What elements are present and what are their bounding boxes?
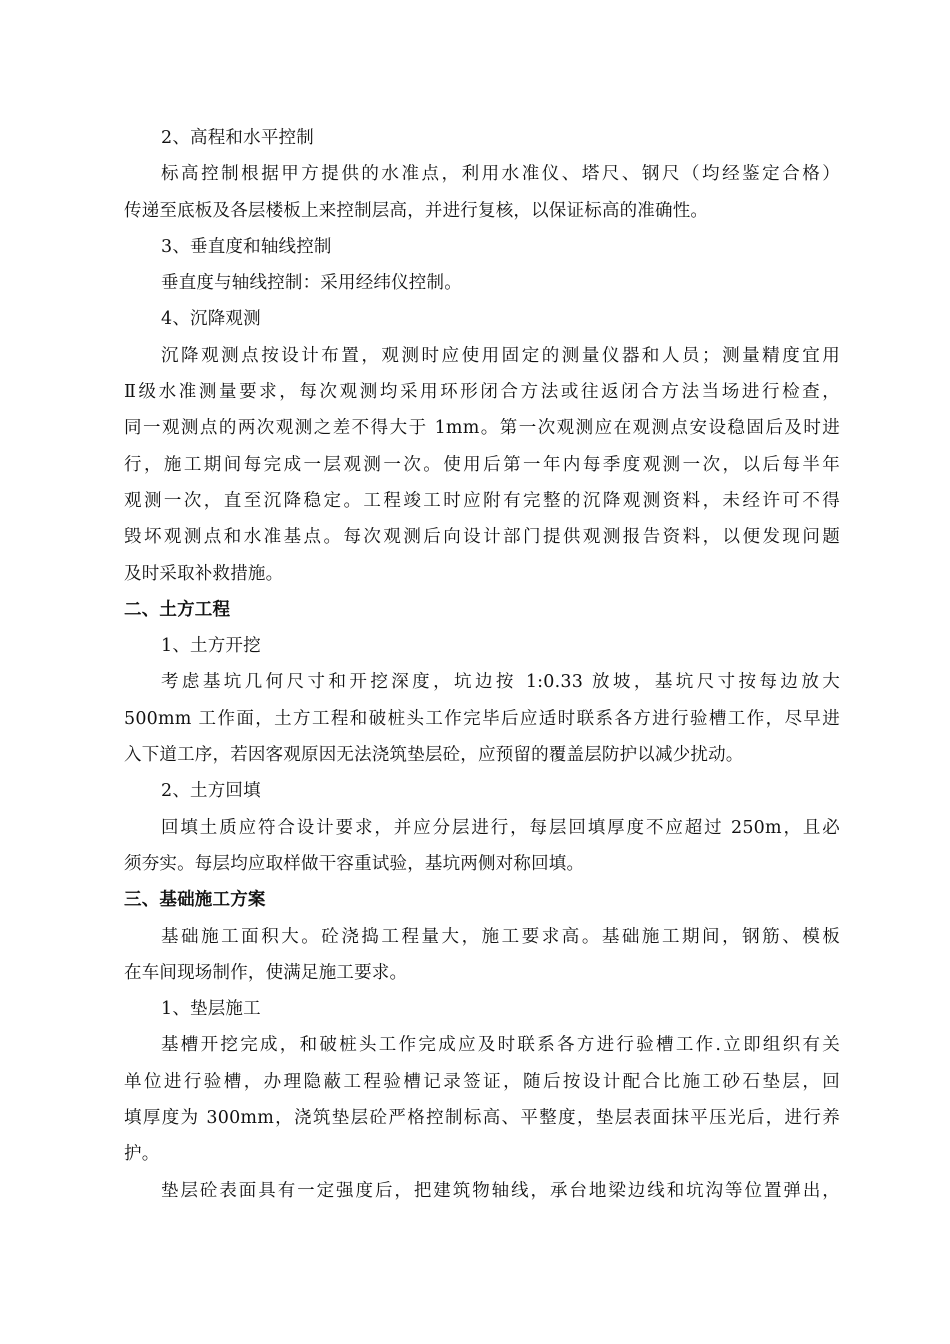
subheading-backfill: 2、土方回填	[161, 781, 261, 802]
paragraph-line: 沉降观测点按设计布置，观测时应使用固定的测量仪器和人员；测量精度宜用	[161, 345, 840, 366]
paragraph-line: 垂直度与轴线控制：采用经纬仪控制。	[161, 273, 462, 294]
paragraph-line: 入下道工序，若因客观原因无法浇筑垫层砼，应预留的覆盖层防护以减少扰动。	[124, 745, 744, 766]
paragraph-line: 回填土质应符合设计要求，并应分层进行，每层回填厚度不应超过 250m，且必	[161, 817, 840, 838]
section-heading-earthwork: 二、土方工程	[124, 599, 231, 620]
subheading-cushion-construction: 1、垫层施工	[161, 999, 261, 1020]
subheading-verticality-control: 3、垂直度和轴线控制	[161, 236, 332, 257]
paragraph-line: 考虑基坑几何尺寸和开挖深度，坑边按 1:0.33 放坡，基坑尺寸按每边放大	[161, 672, 840, 693]
paragraph-line: 行，施工期间每完成一层观测一次。使用后第一年内每季度观测一次，以后每半年	[124, 454, 840, 475]
section-heading-foundation: 三、基础施工方案	[124, 890, 266, 911]
paragraph-line: 垫层砼表面具有一定强度后，把建筑物轴线，承台地梁边线和坑沟等位置弹出，	[161, 1180, 840, 1201]
paragraph-line: 护。	[124, 1144, 160, 1165]
paragraph-line: 观测一次，直至沉降稳定。工程竣工时应附有完整的沉降观测资料，未经许可不得	[124, 490, 840, 511]
paragraph-line: 及时采取补救措施。	[124, 563, 284, 584]
paragraph-line: 填厚度为 300mm，浇筑垫层砼严格控制标高、平整度，垫层表面抹平压光后，进行养	[124, 1108, 840, 1129]
paragraph-line: Ⅱ级水准测量要求，每次观测均采用环形闭合方法或往返闭合方法当场进行检查，	[124, 382, 840, 403]
paragraph-line: 基础施工面积大。砼浇捣工程量大，施工要求高。基础施工期间，钢筋、模板	[161, 926, 840, 947]
paragraph-line: 同一观测点的两次观测之差不得大于 1mm。第一次观测应在观测点安设稳固后及时进	[124, 418, 840, 439]
subheading-excavation: 1、土方开挖	[161, 636, 261, 657]
paragraph-line: 单位进行验槽，办理隐蔽工程验槽记录签证，随后按设计配合比施工砂石垫层，回	[124, 1071, 840, 1092]
paragraph-line: 毁坏观测点和水准基点。每次观测后向设计部门提供观测报告资料，以便发现问题	[124, 527, 840, 548]
paragraph-line: 在车间现场制作，使满足施工要求。	[124, 962, 408, 983]
paragraph-line: 500mm 工作面，土方工程和破桩头工作完毕后应适时联系各方进行验槽工作，尽早进	[124, 708, 840, 729]
paragraph-line: 标高控制根据甲方提供的水准点，利用水准仪、塔尺、钢尺（均经鉴定合格）	[161, 164, 840, 185]
subheading-elevation-control: 2、高程和水平控制	[161, 128, 314, 148]
document-body	[124, 120, 840, 1209]
paragraph-line: 基槽开挖完成，和破桩头工作完成应及时联系各方进行验槽工作.立即组织有关	[161, 1035, 840, 1056]
subheading-settlement-observation: 4、沉降观测	[161, 309, 261, 330]
paragraph-line: 须夯实。每层均应取样做干容重试验，基坑两侧对称回填。	[124, 853, 585, 874]
paragraph-line: 传递至底板及各层楼板上来控制层高，并进行复核，以保证标高的准确性。	[124, 200, 709, 221]
